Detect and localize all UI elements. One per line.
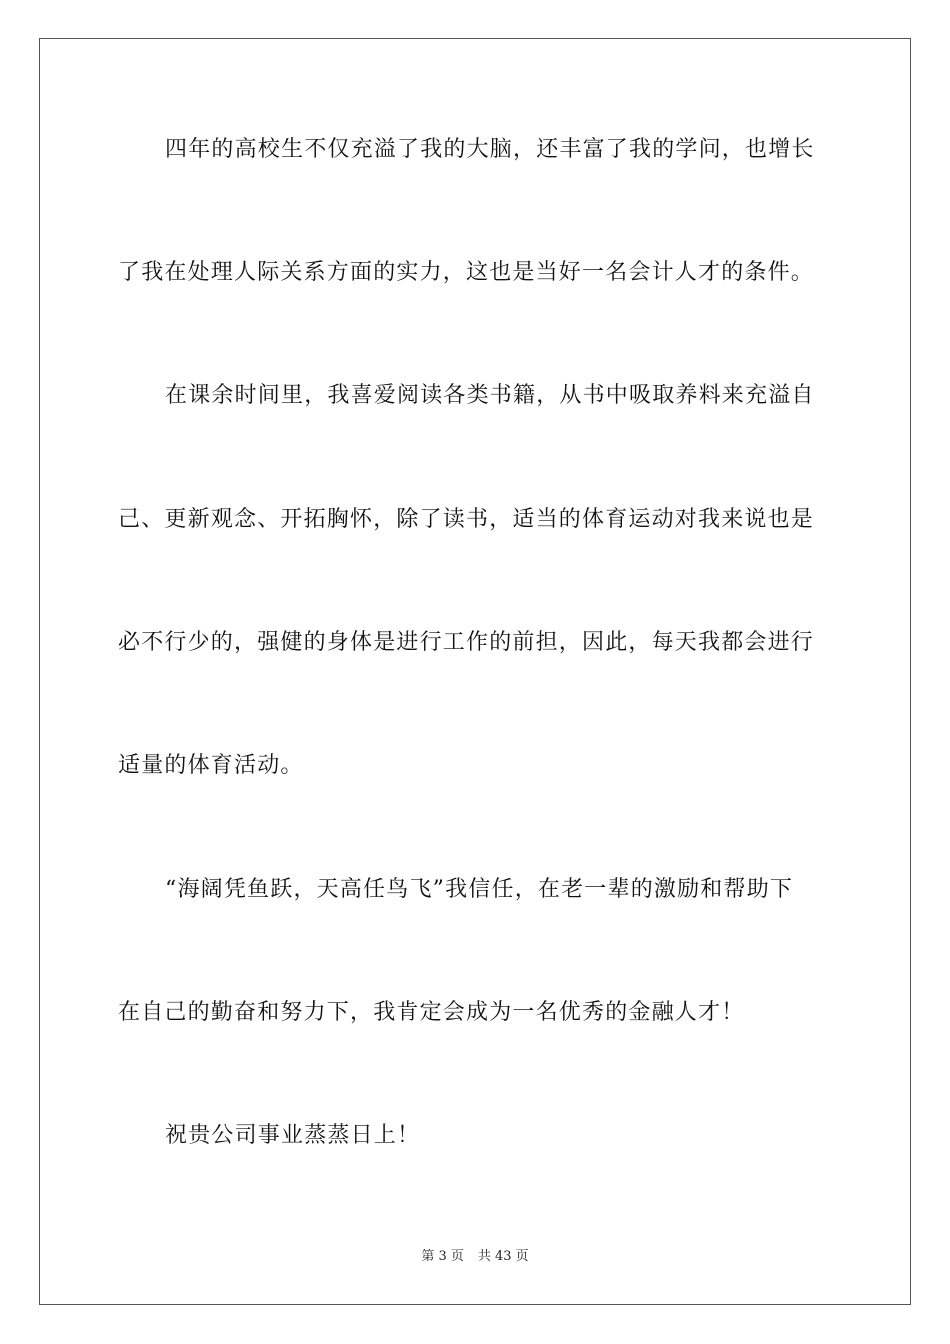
paragraph-3-line-1: “海阔凭鱼跃，天高任鸟飞”我信任，在老一辈的激励和帮助下 [165, 877, 794, 902]
current-page-label: 第 3 页 [421, 1249, 464, 1264]
paragraph-2-line-2: 己、更新观念、开拓胸怀，除了读书，适当的体育运动对我来说也是 [118, 507, 815, 532]
paragraph-2-line-3: 必不行少的，强健的身体是进行工作的前担，因此，每天我都会进行 [118, 630, 815, 655]
page-footer [0, 1248, 950, 1266]
paragraph-1-line-1: 四年的高校生不仅充溢了我的大脑，还丰富了我的学问，也增长 [165, 137, 815, 162]
paragraph-1-line-2: 了我在处理人际关系方面的实力，这也是当好一名会计人才的条件。 [118, 260, 815, 285]
paragraph-3-line-2: 在自己的勤奋和努力下，我肯定会成为一名优秀的金融人才！ [118, 1000, 745, 1025]
paragraph-2-line-1: 在课余时间里，我喜爱阅读各类书籍，从书中吸取养料来充溢自 [165, 383, 815, 408]
paragraph-2-line-4: 适量的体育活动。 [118, 753, 304, 778]
page-border [39, 38, 911, 1305]
closing-line: 祝贵公司事业蒸蒸日上！ [165, 1123, 421, 1148]
total-pages-label: 共 43 页 [477, 1249, 529, 1264]
